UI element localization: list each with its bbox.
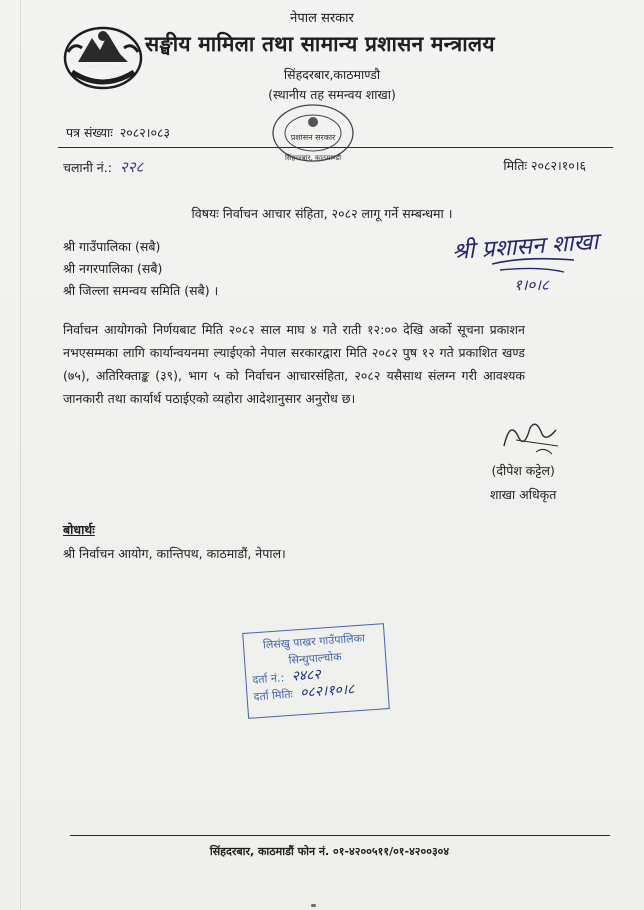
letter-subject: विषयः निर्वाचन आचार संहिता, २०८२ लागू गर्ने सम्बन्धमा । [191,206,453,221]
paper-mark [311,904,316,907]
handwritten-note: श्री प्रशासन शाखा [451,228,600,266]
darta-no-label: दर्ता नं.: [252,671,285,687]
handwritten-scribble [414,226,629,296]
recipient-item: श्री गाउँपालिका (सबै) [63,239,161,254]
branch-name: (स्थानीय तह समन्वय शाखा) [268,87,396,102]
chalani-number [63,157,143,177]
stamp-office: लिसंखु पाखर गाउँपालिका [262,631,366,652]
page-edge-line [20,0,21,910]
cc-line: श्री निर्वाचन आयोग, कान्तिपथ, काठमाडौं, नेपाल। [63,546,286,561]
chalani-value: २२८ [119,158,144,176]
recipient-list [63,236,218,302]
cc-label: बोधार्थः [63,522,95,537]
ministry-title: सङ्घीय मामिला तथा सामान्य प्रशासन मन्त्रालय [145,32,495,56]
patra-value: २०८२।०८३ [119,125,170,140]
ministry-address: सिंहदरबार,काठमाण्डौ [283,67,381,82]
date-value: २०८२।१०।६ [531,158,586,173]
signer-block [490,459,556,507]
darta-no-value: २४८२ [291,666,322,685]
letter-date [503,157,586,174]
patra-sankhya [63,124,170,141]
patra-label: पत्र संख्याः [66,125,113,140]
date-label: मितिः [503,158,528,173]
svg-text:सिंहदरबार, काठमाण्डौ: सिंहदरबार, काठमाण्डौ [284,154,342,162]
svg-text:प्रशासन सरकार: प्रशासन सरकार [290,133,336,142]
darta-date-label: दर्ता मितिः [253,687,294,704]
registration-stamp [242,623,390,719]
signer-name: (दीपेश कट्टेल) [491,463,555,478]
footer-contact: सिंहदरबार, काठमाडौं फोन नं. ०१-४२००५११/०१-४२००३०४ [209,845,450,858]
signature-icon [496,416,566,460]
office-round-seal [258,100,368,166]
stamp-district: सिन्धुपाल्चोक [288,650,343,667]
recipient-item: श्री जिल्ला समन्वय समिति (सबै) । [63,283,219,298]
signer-title: शाखा अधिकृत [490,487,557,502]
chalani-label: चलानी नं.: [63,160,112,175]
government-title: नेपाल सरकार [290,11,354,26]
letter-body: निर्वाचन आयोगको निर्णयबाट मिति २०८२ साल माघ ४ गते राती १२:०० देखि अर्को सूचना प्रकाशन नभएसम्मका लागि कार्यान्वयनमा ल्याईएको नेपाल सरकारद्वारा मिति २०८२ पुष १२ गते प्रकाशित खण्ड (७५), अतिरिक्ताङ्क (३९), भाग ५ को निर्वाचन आचारसंहिता, २०८२ यसैसाथ संलग्न गरी आवश्यक जानकारी तथा कार्यार्थ पठाईएको व्यहोरा आदेशानुसार अनुरोध छ। [63,322,525,406]
handwritten-number: १।०।८ [514,276,549,294]
header-divider [58,147,613,148]
footer-divider [70,835,610,836]
recipient-item: श्री नगरपालिका (सबै) [63,261,163,276]
darta-date-value: ०८२।१०।८ [299,681,355,702]
